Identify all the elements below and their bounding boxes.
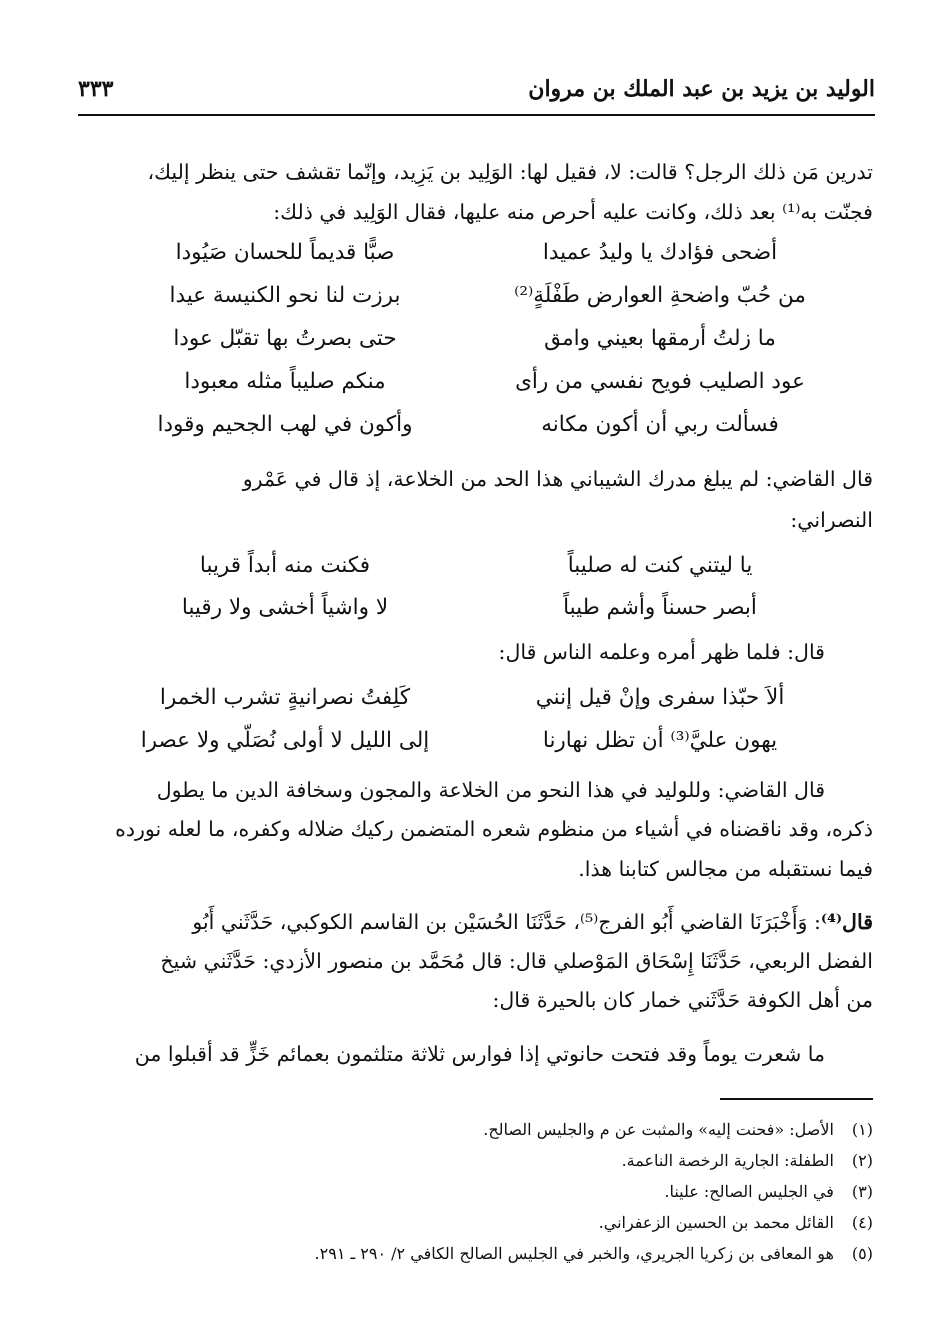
footnote-text: هو المعافى بن زكريا الجريري، والخبر في الجليس الصالح الكافي ٢/ ٢٩٠ ـ ٢٩١. <box>314 1244 834 1263</box>
verse-second-hemistich: فكنت منه أبداً قريبا <box>199 553 371 578</box>
prose-line: قال: فلما ظهر أمره وعلمه الناس قال: <box>498 640 825 664</box>
verse-second-hemistich: صبًّا قديماً للحسان صَيُودا <box>175 240 395 265</box>
prose-line: ما شعرت يوماً وقد فتحت حانوتي إذا فوارس ثلاثة متلثمون بعمائم خَزٍّ قد أقبلوا من <box>134 1042 825 1066</box>
prose-line <box>80 905 873 940</box>
prose-line: قال القاضي: لم يبلغ مدرك الشيباني هذا الحد من الخلاعة، إذ قال في عَمْرو <box>242 467 873 491</box>
prose-line: ذكره، وقد ناقضناه في أشياء من منظوم شعره المتضمن ركيك ضلاله وكفره، ما لعله نورده <box>115 817 873 841</box>
footnote-text: الأصل: «فحنت إليه» والمثبت عن م والجليس الصالح. <box>483 1120 834 1139</box>
qala-lead: قال⁽⁴⁾ <box>820 910 873 934</box>
prose-line: قال القاضي: وللوليد في هذا النحو من الخلاعة والمجون وسخافة الدين ما يطول <box>156 778 825 802</box>
verse-second-hemistich: كَلِفتُ نصرانيةٍ تشرب الخمرا <box>159 685 411 710</box>
verse-first-hemistich: أبصر حسناً وأشم طيباً <box>563 595 757 620</box>
verse-second-hemistich: برزت لنا نحو الكنيسة عيدا <box>169 283 401 308</box>
verse-line <box>120 685 825 729</box>
footnote-text: في الجليس الصالح: علينا. <box>664 1182 834 1201</box>
verse-line <box>120 283 825 327</box>
footnote-text: القائل محمد بن الحسين الزعفراني. <box>598 1213 834 1232</box>
verse-line <box>120 553 825 597</box>
prose-line: فجنّت به⁽¹⁾ بعد ذلك، وكانت عليه أحرص منه عليها، فقال الوَلِيد في ذلك: <box>273 200 873 224</box>
footnote <box>622 1151 873 1170</box>
footnote-number: (٣) <box>851 1182 873 1201</box>
running-header <box>78 70 875 114</box>
verse-line <box>120 728 825 772</box>
verse-first-hemistich: عود الصليب فويح نفسي من رأى <box>515 369 805 394</box>
isnad-line: : وَأَخْبَرَنَا القاضي أَبُو الفرج⁽⁵⁾، حَدَّثَنَا الحُسَيْن بن القاسم الكوكبي، حَدَّثَني أَبُو <box>192 910 821 934</box>
verse-second-hemistich: وأكون في لهب الجحيم وقودا <box>157 412 413 437</box>
footnote-text: الطفلة: الجارية الرخصة الناعمة. <box>621 1151 834 1170</box>
page-number: ٣٣٣ <box>78 76 114 102</box>
verse-first-hemistich: يا ليتني كنت له صليباً <box>567 553 753 578</box>
header-rule <box>78 114 875 116</box>
footnote-number: (٢) <box>851 1151 873 1170</box>
verse-second-hemistich: لا واشياً أخشى ولا رقيبا <box>181 595 389 620</box>
footnote <box>664 1182 873 1201</box>
verse-line <box>120 369 825 413</box>
footnote-separator <box>720 1098 873 1100</box>
verse-first-hemistich: يهون عليَّ⁽³⁾ أن تظل نهارنا <box>542 728 778 753</box>
verse-line <box>120 412 825 456</box>
footnote-number: (٤) <box>851 1213 873 1232</box>
verse-first-hemistich: من حُبّ واضحةِ العوارض طَفْلَةٍ⁽²⁾ <box>514 283 806 308</box>
prose-line: فيما نستقبله من مجالس كتابنا هذا. <box>578 857 873 881</box>
verse-first-hemistich: فسألت ربي أن أكون مكانه <box>541 412 779 437</box>
footnote <box>483 1120 873 1139</box>
verse-second-hemistich: إلى الليل لا أولى نُصَلّي ولا عصرا <box>140 728 430 753</box>
verse-line <box>120 240 825 284</box>
prose-line: تدرين مَن ذلك الرجل؟ قالت: لا، فقيل لها: الوَلِيد بن يَزِيد، وإنّما تقشف حتى ينظر إليك، <box>147 160 873 184</box>
verse-second-hemistich: حتى بصرتُ بها تقبّل عودا <box>173 326 397 351</box>
prose-line: من أهل الكوفة حَدَّثَني خمار كان بالحيرة قال: <box>492 988 873 1012</box>
footnote-number: (١) <box>851 1120 873 1139</box>
verse-line <box>120 595 825 639</box>
verse-first-hemistich: ألاَ حبّذا سفرى وإنْ قيل إنني <box>535 685 785 710</box>
footnote <box>315 1244 873 1263</box>
verse-first-hemistich: ما زلتُ أرمقها بعيني وامق <box>544 326 776 351</box>
verse-second-hemistich: منكم صليباً مثله معبودا <box>184 369 386 394</box>
footnote-number: (٥) <box>851 1244 873 1263</box>
verse-first-hemistich: أضحى فؤادك يا وليدُ عميدا <box>542 240 778 265</box>
verse-line <box>120 326 825 370</box>
prose-line: النصراني: <box>790 508 873 532</box>
header-title: الوليد بن يزيد بن عبد الملك بن مروان <box>528 76 875 102</box>
footnote <box>599 1213 873 1232</box>
prose-line: الفضل الربعي، حَدَّثَنَا إِسْحَاق المَوْصلي قال: قال مُحَمَّد بن منصور الأزدي: حَدَّثَني شيخ <box>160 949 873 973</box>
